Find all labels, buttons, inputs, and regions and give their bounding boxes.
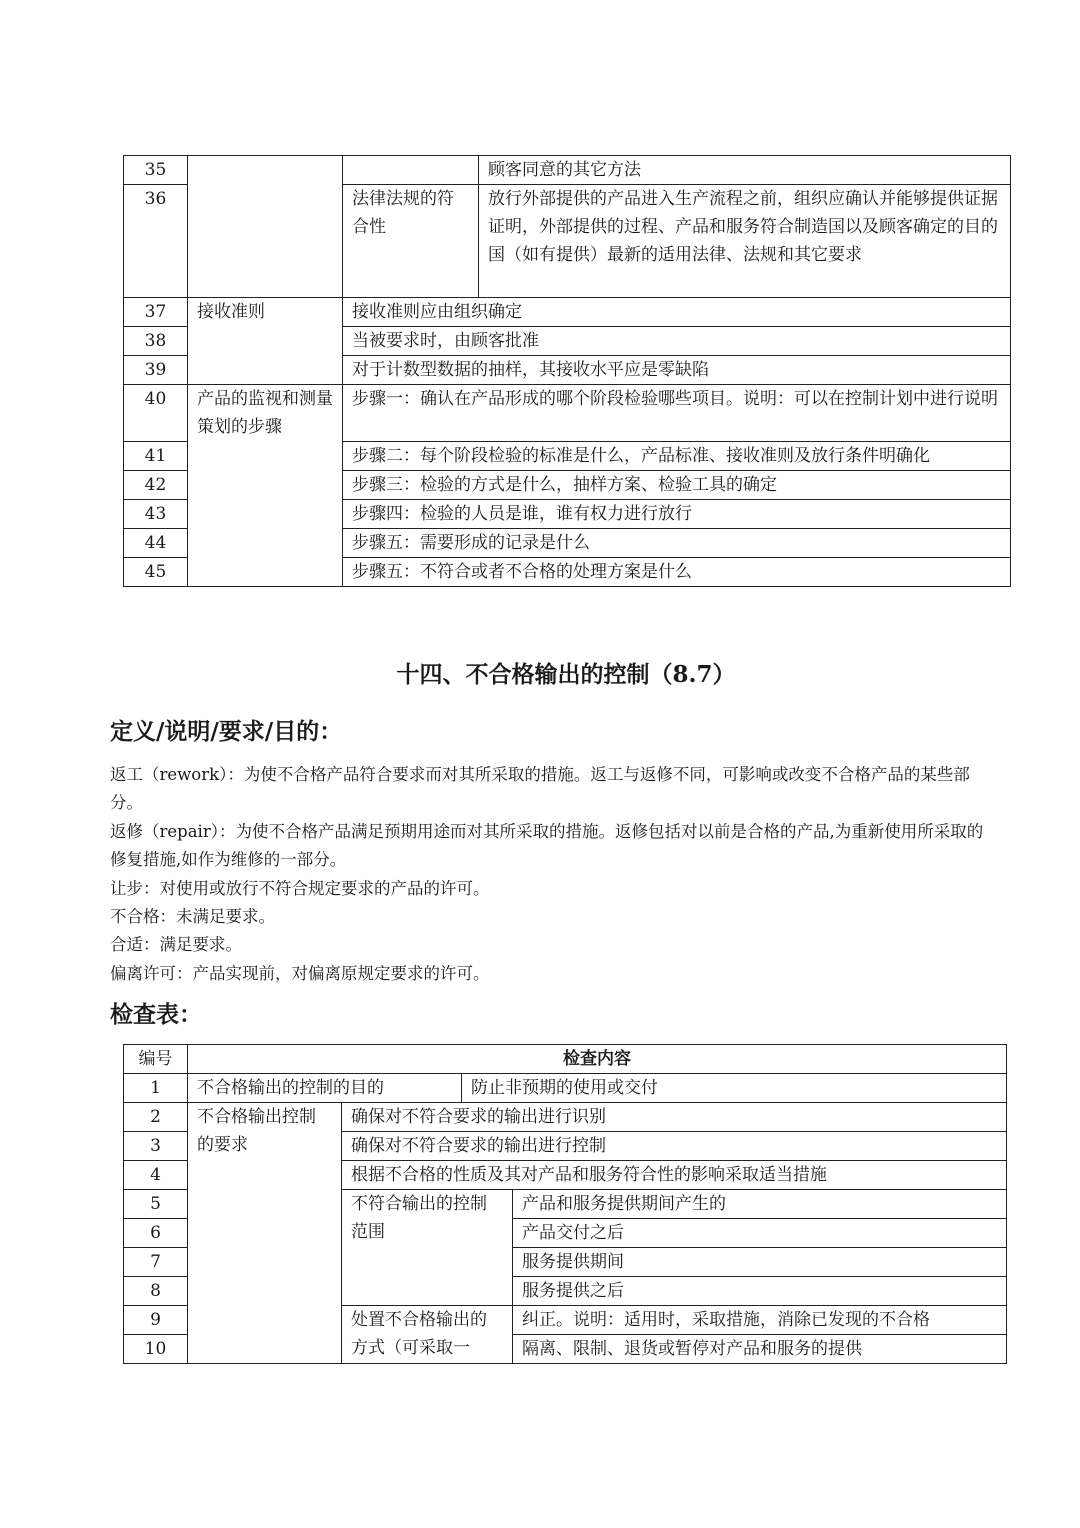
row-number: 44 — [124, 529, 188, 558]
definition-item: 不合格：未满足要求。 — [110, 907, 275, 927]
checklist-heading: 检查表： — [110, 1001, 202, 1028]
table-cell: 接收准则 — [188, 298, 343, 385]
table-cell: 顾客同意的其它方法 — [479, 156, 1011, 185]
table-cell — [343, 156, 479, 185]
row-number: 5 — [124, 1190, 188, 1219]
table-cell: 服务提供之后 — [513, 1277, 1007, 1306]
row-number: 41 — [124, 442, 188, 471]
table-cell: 步骤三：检验的方式是什么，抽样方案、检验工具的确定 — [343, 471, 1011, 500]
table-cell: 服务提供期间 — [513, 1248, 1007, 1277]
row-number: 37 — [124, 298, 188, 327]
row-number: 38 — [124, 327, 188, 356]
definition-item: 返修（repair）：为使不合格产品满足预期用途而对其所采取的措施。返修包括对以前是合格的产品,为重新使用所采取的修复措施,如作为维修的一部分。 — [110, 821, 984, 870]
table-row — [124, 156, 1011, 185]
row-number: 2 — [124, 1103, 188, 1132]
table-cell: 产品交付之后 — [513, 1219, 1007, 1248]
table-cell: 处置不合格输出的方式（可采取一 — [342, 1306, 513, 1364]
table-header-row — [124, 1045, 1007, 1074]
definitions-heading: 定义/说明/要求/目的： — [110, 718, 343, 745]
row-number: 8 — [124, 1277, 188, 1306]
table-cell: 确保对不符合要求的输出进行控制 — [342, 1132, 1007, 1161]
table-cell: 当被要求时，由顾客批准 — [343, 327, 1011, 356]
row-number: 10 — [124, 1335, 188, 1364]
row-number: 39 — [124, 356, 188, 385]
table-cell: 步骤一：确认在产品形成的哪个阶段检验哪些项目。说明：可以在控制计划中进行说明 — [343, 385, 1011, 442]
table-row — [124, 1074, 1007, 1103]
definition-item: 让步：对使用或放行不符合规定要求的产品的许可。 — [110, 878, 490, 898]
table-row — [124, 298, 1011, 327]
definitions-list — [110, 761, 990, 988]
table-cell: 不符合输出的控制范围 — [342, 1190, 513, 1306]
definition-item: 返工（rework）：为使不合格产品符合要求而对其所采取的措施。返工与返修不同，可影响或改变不合格产品的某些部分。 — [110, 765, 970, 813]
row-number: 6 — [124, 1219, 188, 1248]
header-content: 检查内容 — [188, 1045, 1007, 1074]
row-number: 3 — [124, 1132, 188, 1161]
row-number: 42 — [124, 471, 188, 500]
table-row — [124, 385, 1011, 442]
section-title: 十四、不合格输出的控制（8.7） — [396, 661, 736, 688]
table-cell: 放行外部提供的产品进入生产流程之前，组织应确认并能够提供证据证明，外部提供的过程、产品和服务符合制造国以及顾客确定的目的国（如有提供）最新的适用法律、法规和其它要求 — [479, 185, 1011, 298]
header-number: 编号 — [124, 1045, 188, 1074]
table-cell: 步骤五：不符合或者不合格的处理方案是什么 — [343, 558, 1011, 587]
definition-item: 偏离许可：产品实现前，对偏离原规定要求的许可。 — [110, 963, 490, 983]
table-cell: 不合格输出控制的要求 — [188, 1103, 342, 1364]
table-cell: 纠正。说明：适用时，采取措施，消除已发现的不合格 — [513, 1306, 1007, 1335]
row-number: 9 — [124, 1306, 188, 1335]
table-cell: 防止非预期的使用或交付 — [462, 1074, 1007, 1103]
table-cell: 步骤五：需要形成的记录是什么 — [343, 529, 1011, 558]
table-cell: 不合格输出的控制的目的 — [188, 1074, 462, 1103]
table-cell: 法律法规的符合性 — [343, 185, 479, 298]
checklist-table — [123, 1044, 1007, 1364]
row-number: 1 — [124, 1074, 188, 1103]
table-cell: 确保对不符合要求的输出进行识别 — [342, 1103, 1007, 1132]
row-number: 45 — [124, 558, 188, 587]
row-number: 4 — [124, 1161, 188, 1190]
row-number: 35 — [124, 156, 188, 185]
requirements-table-continued — [123, 155, 1011, 587]
row-number: 7 — [124, 1248, 188, 1277]
table-cell: 步骤四：检验的人员是谁，谁有权力进行放行 — [343, 500, 1011, 529]
table-cell: 产品和服务提供期间产生的 — [513, 1190, 1007, 1219]
definition-item: 合适：满足要求。 — [110, 935, 242, 955]
row-number: 40 — [124, 385, 188, 442]
table-cell: 根据不合格的性质及其对产品和服务符合性的影响采取适当措施 — [342, 1161, 1007, 1190]
row-number: 36 — [124, 185, 188, 298]
table-cell: 对于计数型数据的抽样，其接收水平应是零缺陷 — [343, 356, 1011, 385]
table-cell: 产品的监视和测量策划的步骤 — [188, 385, 343, 587]
table-cell — [188, 156, 343, 298]
table-cell: 接收准则应由组织确定 — [343, 298, 1011, 327]
table-cell: 隔离、限制、退货或暂停对产品和服务的提供 — [513, 1335, 1007, 1364]
row-number: 43 — [124, 500, 188, 529]
table-cell: 步骤二：每个阶段检验的标准是什么，产品标准、接收准则及放行条件明确化 — [343, 442, 1011, 471]
table-row — [124, 1103, 1007, 1132]
